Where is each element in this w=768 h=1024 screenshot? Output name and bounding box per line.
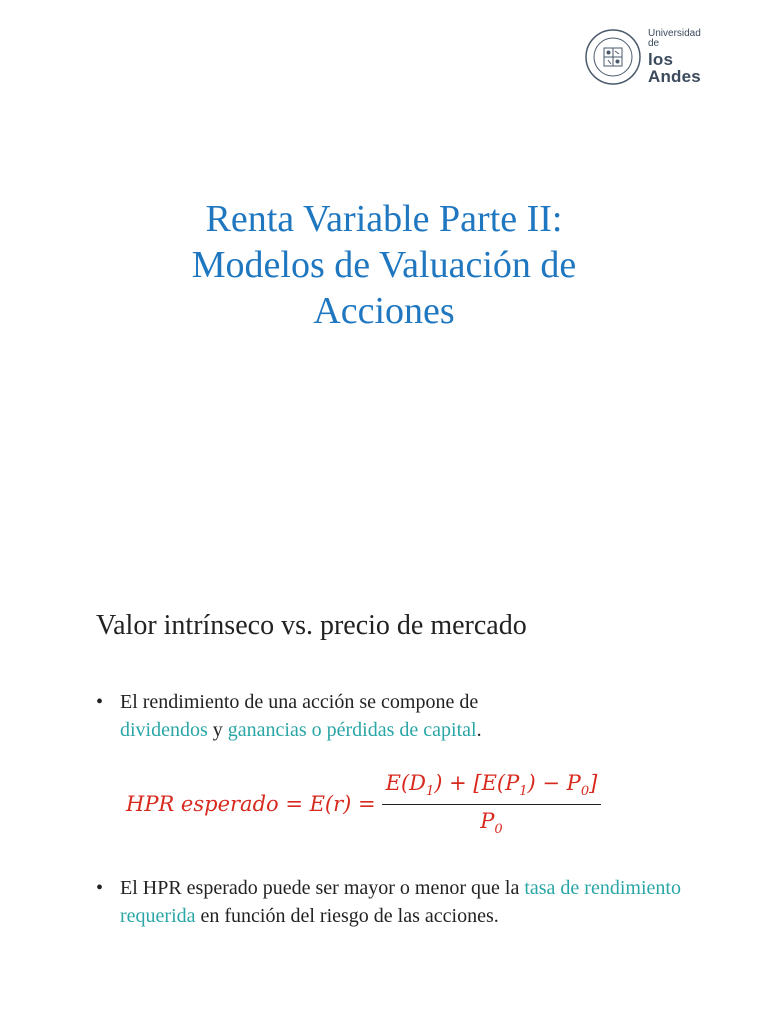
logo-line1: Universidad de	[648, 28, 701, 49]
bullet-dot: •	[96, 691, 104, 713]
hpr-formula	[126, 764, 666, 844]
highlight-tasa: tasa de rendimiento requerida	[120, 877, 681, 927]
section-heading: Valor intrínseco vs. precio de mercado	[96, 610, 527, 641]
highlight-ganancias: ganancias o pérdidas de capital	[227, 719, 477, 741]
title-line1: Renta Variable Parte II:	[205, 198, 563, 240]
bullet1-connector: y	[207, 719, 228, 741]
university-logo	[584, 22, 714, 92]
bullet-dot: •	[96, 877, 104, 899]
bullet1-period: .	[476, 719, 482, 741]
formula-lhs: HPR esperado = E(r) =	[126, 792, 376, 816]
bullet1-text: El rendimiento de una acción se compone de	[120, 691, 479, 713]
bullet2-text-end: en función del riesgo de las acciones.	[195, 905, 499, 927]
bullet-item-2	[96, 874, 696, 930]
logo-line2: los Andes	[648, 50, 701, 86]
formula-numerator: $E(D_1) + [E(P_1) - P_0]$	[385, 771, 598, 800]
formula-denominator: $P_0$	[480, 808, 503, 837]
highlight-dividendos: dividendos	[120, 719, 208, 741]
formula-fraction	[382, 771, 602, 836]
slide-title	[84, 196, 684, 334]
title-line2: Modelos de Valuación de	[191, 244, 577, 286]
university-seal-icon	[584, 28, 642, 86]
bullet-item-1	[96, 688, 696, 744]
title-line3: Acciones	[313, 290, 455, 332]
bullet2-text: El HPR esperado puede ser mayor o menor que la	[120, 877, 525, 899]
